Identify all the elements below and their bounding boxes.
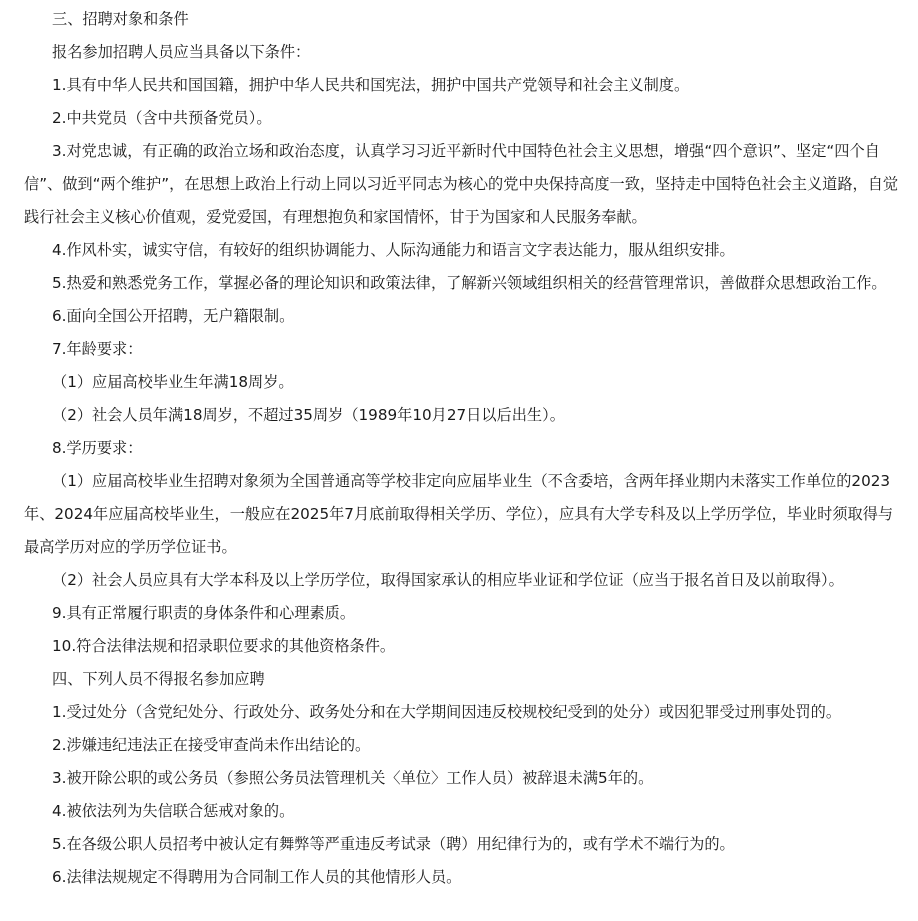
condition-item-2: 2.中共党员（含中共预备党员）。 (52, 109, 272, 127)
section-3-intro: 报名参加招聘人员应当具备以下条件： (52, 43, 311, 61)
education-requirement-1: （1）应届高校毕业生招聘对象须为全国普通高等学校非定向应届毕业生（不含委培，含两年择业期内未落实工作单位的2023年、2024年应届高校毕业生，一般应在2025年7月底前取得相关学历、学位），应具有大学专科及以上学历学位，毕业时须取得与最高学历对应的学历学位证书。 (24, 472, 894, 556)
condition-item-5: 5.热爱和熟悉党务工作，掌握必备的理论知识和政策法律，了解新兴领域组织相关的经营管理常识，善做群众思想政治工作。 (52, 274, 887, 292)
condition-item-4: 4.作风朴实，诚实守信，有较好的组织协调能力、人际沟通能力和语言文字表达能力，服从组织安排。 (52, 241, 735, 259)
condition-item-9: 9.具有正常履行职责的身体条件和心理素质。 (52, 604, 356, 622)
condition-item-10: 10.符合法律法规和招录职位要求的其他资格条件。 (52, 637, 396, 655)
condition-item-6: 6.面向全国公开招聘，无户籍限制。 (52, 307, 295, 325)
exclusion-item-1: 1.受过处分（含党纪处分、行政处分、政务处分和在大学期间因违反校规校纪受到的处分）或因犯罪受过刑事处罚的。 (52, 703, 842, 721)
exclusion-item-4: 4.被依法列为失信联合惩戒对象的。 (52, 802, 295, 820)
exclusion-item-6: 6.法律法规规定不得聘用为合同制工作人员的其他情形人员。 (52, 868, 462, 886)
condition-item-8: 8.学历要求： (52, 439, 143, 457)
exclusion-item-3: 3.被开除公职的或公务员（参照公务员法管理机关〈单位〉工作人员）被辞退未满5年的。 (52, 769, 654, 787)
age-requirement-1: （1）应届高校毕业生年满18周岁。 (52, 373, 294, 391)
education-requirement-2: （2）社会人员应具有大学本科及以上学历学位，取得国家承认的相应毕业证和学位证（应当于报名首日及以前取得）。 (52, 571, 844, 589)
condition-item-3: 3.对党忠诚，有正确的政治立场和政治态度，认真学习习近平新时代中国特色社会主义思想，增强“四个意识”、坚定“四个自信”、做到“两个维护”，在思想上政治上行动上同以习近平同志为核心的党中央保持高度一致，坚持走中国特色社会主义道路，自觉践行社会主义核心价值观，爱党爱国，有理想抱负和家国情怀，甘于为国家和人民服务奉献。 (24, 142, 899, 226)
condition-item-7: 7.年龄要求： (52, 340, 143, 358)
section-3-heading: 三、招聘对象和条件 (52, 10, 189, 28)
exclusion-item-2: 2.涉嫌违纪违法正在接受审查尚未作出结论的。 (52, 736, 371, 754)
exclusion-item-5: 5.在各级公职人员招考中被认定有舞弊等严重违反考试录（聘）用纪律行为的，或有学术不端行为的。 (52, 835, 735, 853)
age-requirement-2: （2）社会人员年满18周岁，不超过35周岁（1989年10月27日以后出生）。 (52, 406, 565, 424)
section-4-heading: 四、下列人员不得报名参加应聘 (52, 670, 265, 688)
condition-item-1: 1.具有中华人民共和国国籍，拥护中华人民共和国宪法，拥护中国共产党领导和社会主义制度。 (52, 76, 690, 94)
